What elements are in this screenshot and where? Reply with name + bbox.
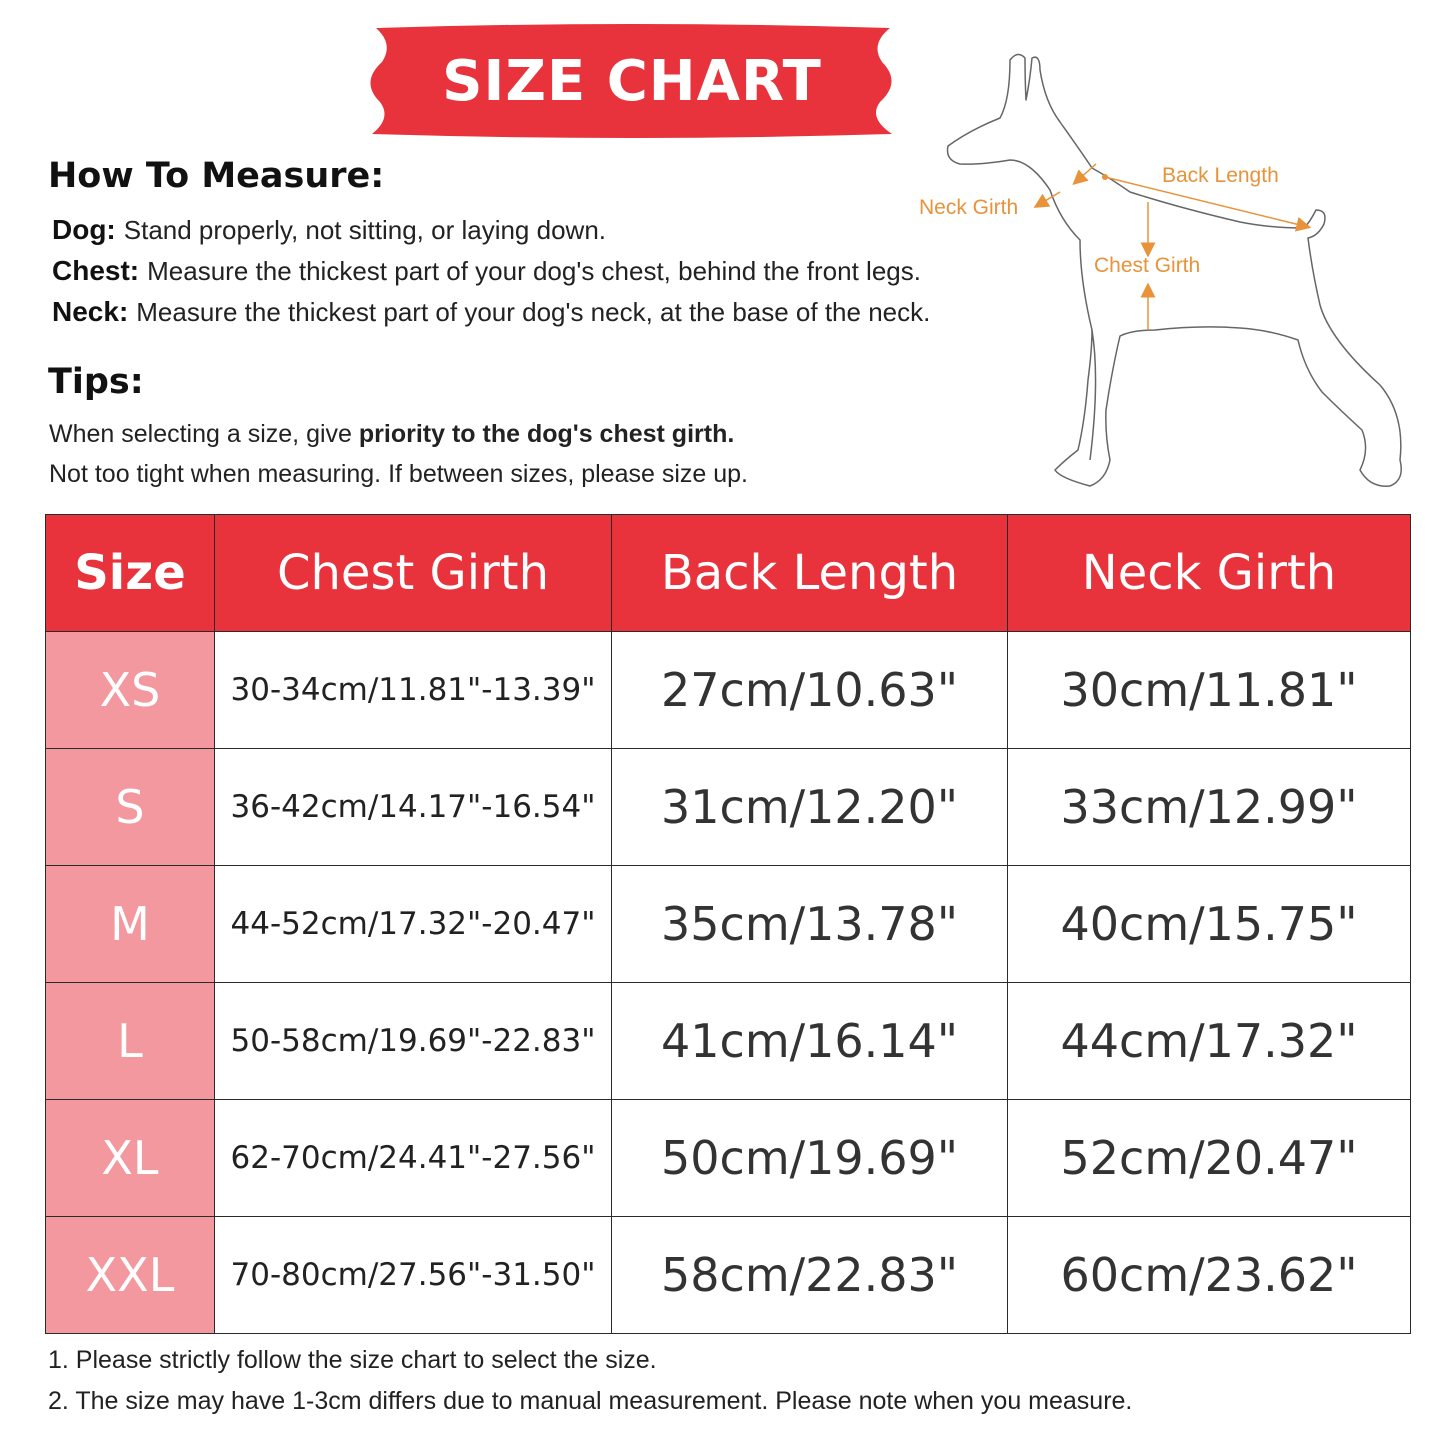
measure-label: Dog: <box>52 214 116 245</box>
size-cell: M <box>46 866 215 983</box>
back-length-cell: 58cm/22.83" <box>612 1217 1008 1334</box>
size-cell: XXL <box>46 1217 215 1334</box>
dog-measurement-diagram <box>900 40 1420 500</box>
measure-line-neck <box>52 296 930 328</box>
table-row <box>46 632 1411 749</box>
neck-girth-cell: 44cm/17.32" <box>1008 983 1411 1100</box>
size-chart-banner <box>362 22 902 140</box>
measure-text: Stand properly, not sitting, or laying down. <box>123 215 606 245</box>
back-length-cell: 31cm/12.20" <box>612 749 1008 866</box>
table-row <box>46 1217 1411 1334</box>
table-row <box>46 1100 1411 1217</box>
back-length-cell: 27cm/10.63" <box>612 632 1008 749</box>
back-length-cell: 50cm/19.69" <box>612 1100 1008 1217</box>
neck-girth-cell: 33cm/12.99" <box>1008 749 1411 866</box>
chest-girth-cell: 70-80cm/27.56"-31.50" <box>215 1217 612 1334</box>
tips-heading: Tips: <box>48 362 144 402</box>
table-header-row <box>46 515 1411 632</box>
chest-girth-label: Chest Girth <box>1094 254 1201 277</box>
measure-label: Neck: <box>52 296 129 327</box>
tip-emphasis: priority to the dog's chest girth. <box>358 420 735 448</box>
neck-girth-cell: 60cm/23.62" <box>1008 1217 1411 1334</box>
chest-girth-cell: 62-70cm/24.41"-27.56" <box>215 1100 612 1217</box>
measure-line-dog <box>52 214 606 246</box>
size-cell: L <box>46 983 215 1100</box>
neck-girth-label: Neck Girth <box>919 196 1019 219</box>
table-row <box>46 749 1411 866</box>
measure-label: Chest: <box>52 255 140 286</box>
chest-girth-cell: 50-58cm/19.69"-22.83" <box>215 983 612 1100</box>
header-neck-girth: Neck Girth <box>1008 515 1411 632</box>
neck-girth-cell: 52cm/20.47" <box>1008 1100 1411 1217</box>
table-row <box>46 983 1411 1100</box>
tip-text: When selecting a size, give <box>49 420 359 448</box>
banner-title: SIZE CHART <box>442 48 822 114</box>
header-size: Size <box>46 515 215 632</box>
back-length-label: Back Length <box>1162 164 1279 187</box>
table-row <box>46 866 1411 983</box>
measure-line-chest <box>52 255 921 287</box>
header-chest-girth: Chest Girth <box>215 515 612 632</box>
back-length-cell: 35cm/13.78" <box>612 866 1008 983</box>
size-table <box>45 514 1411 1334</box>
note-1: 1. Please strictly follow the size chart to select the size. <box>48 1346 657 1374</box>
chest-girth-cell: 30-34cm/11.81"-13.39" <box>215 632 612 749</box>
note-2: 2. The size may have 1-3cm differs due to manual measurement. Please note when you measure. <box>48 1387 1133 1415</box>
tip-line-1 <box>49 420 734 449</box>
back-length-cell: 41cm/16.14" <box>612 983 1008 1100</box>
size-cell: XL <box>46 1100 215 1217</box>
chest-girth-cell: 36-42cm/14.17"-16.54" <box>215 749 612 866</box>
size-cell: XS <box>46 632 215 749</box>
measure-text: Measure the thickest part of your dog's neck, at the base of the neck. <box>136 297 931 327</box>
how-to-measure-heading: How To Measure: <box>48 156 385 196</box>
neck-girth-cell: 40cm/15.75" <box>1008 866 1411 983</box>
measure-text: Measure the thickest part of your dog's chest, behind the front legs. <box>147 256 921 286</box>
header-back-length: Back Length <box>612 515 1008 632</box>
chest-girth-cell: 44-52cm/17.32"-20.47" <box>215 866 612 983</box>
neck-girth-cell: 30cm/11.81" <box>1008 632 1411 749</box>
tip-line-2: Not too tight when measuring. If between sizes, please size up. <box>49 460 748 488</box>
size-cell: S <box>46 749 215 866</box>
